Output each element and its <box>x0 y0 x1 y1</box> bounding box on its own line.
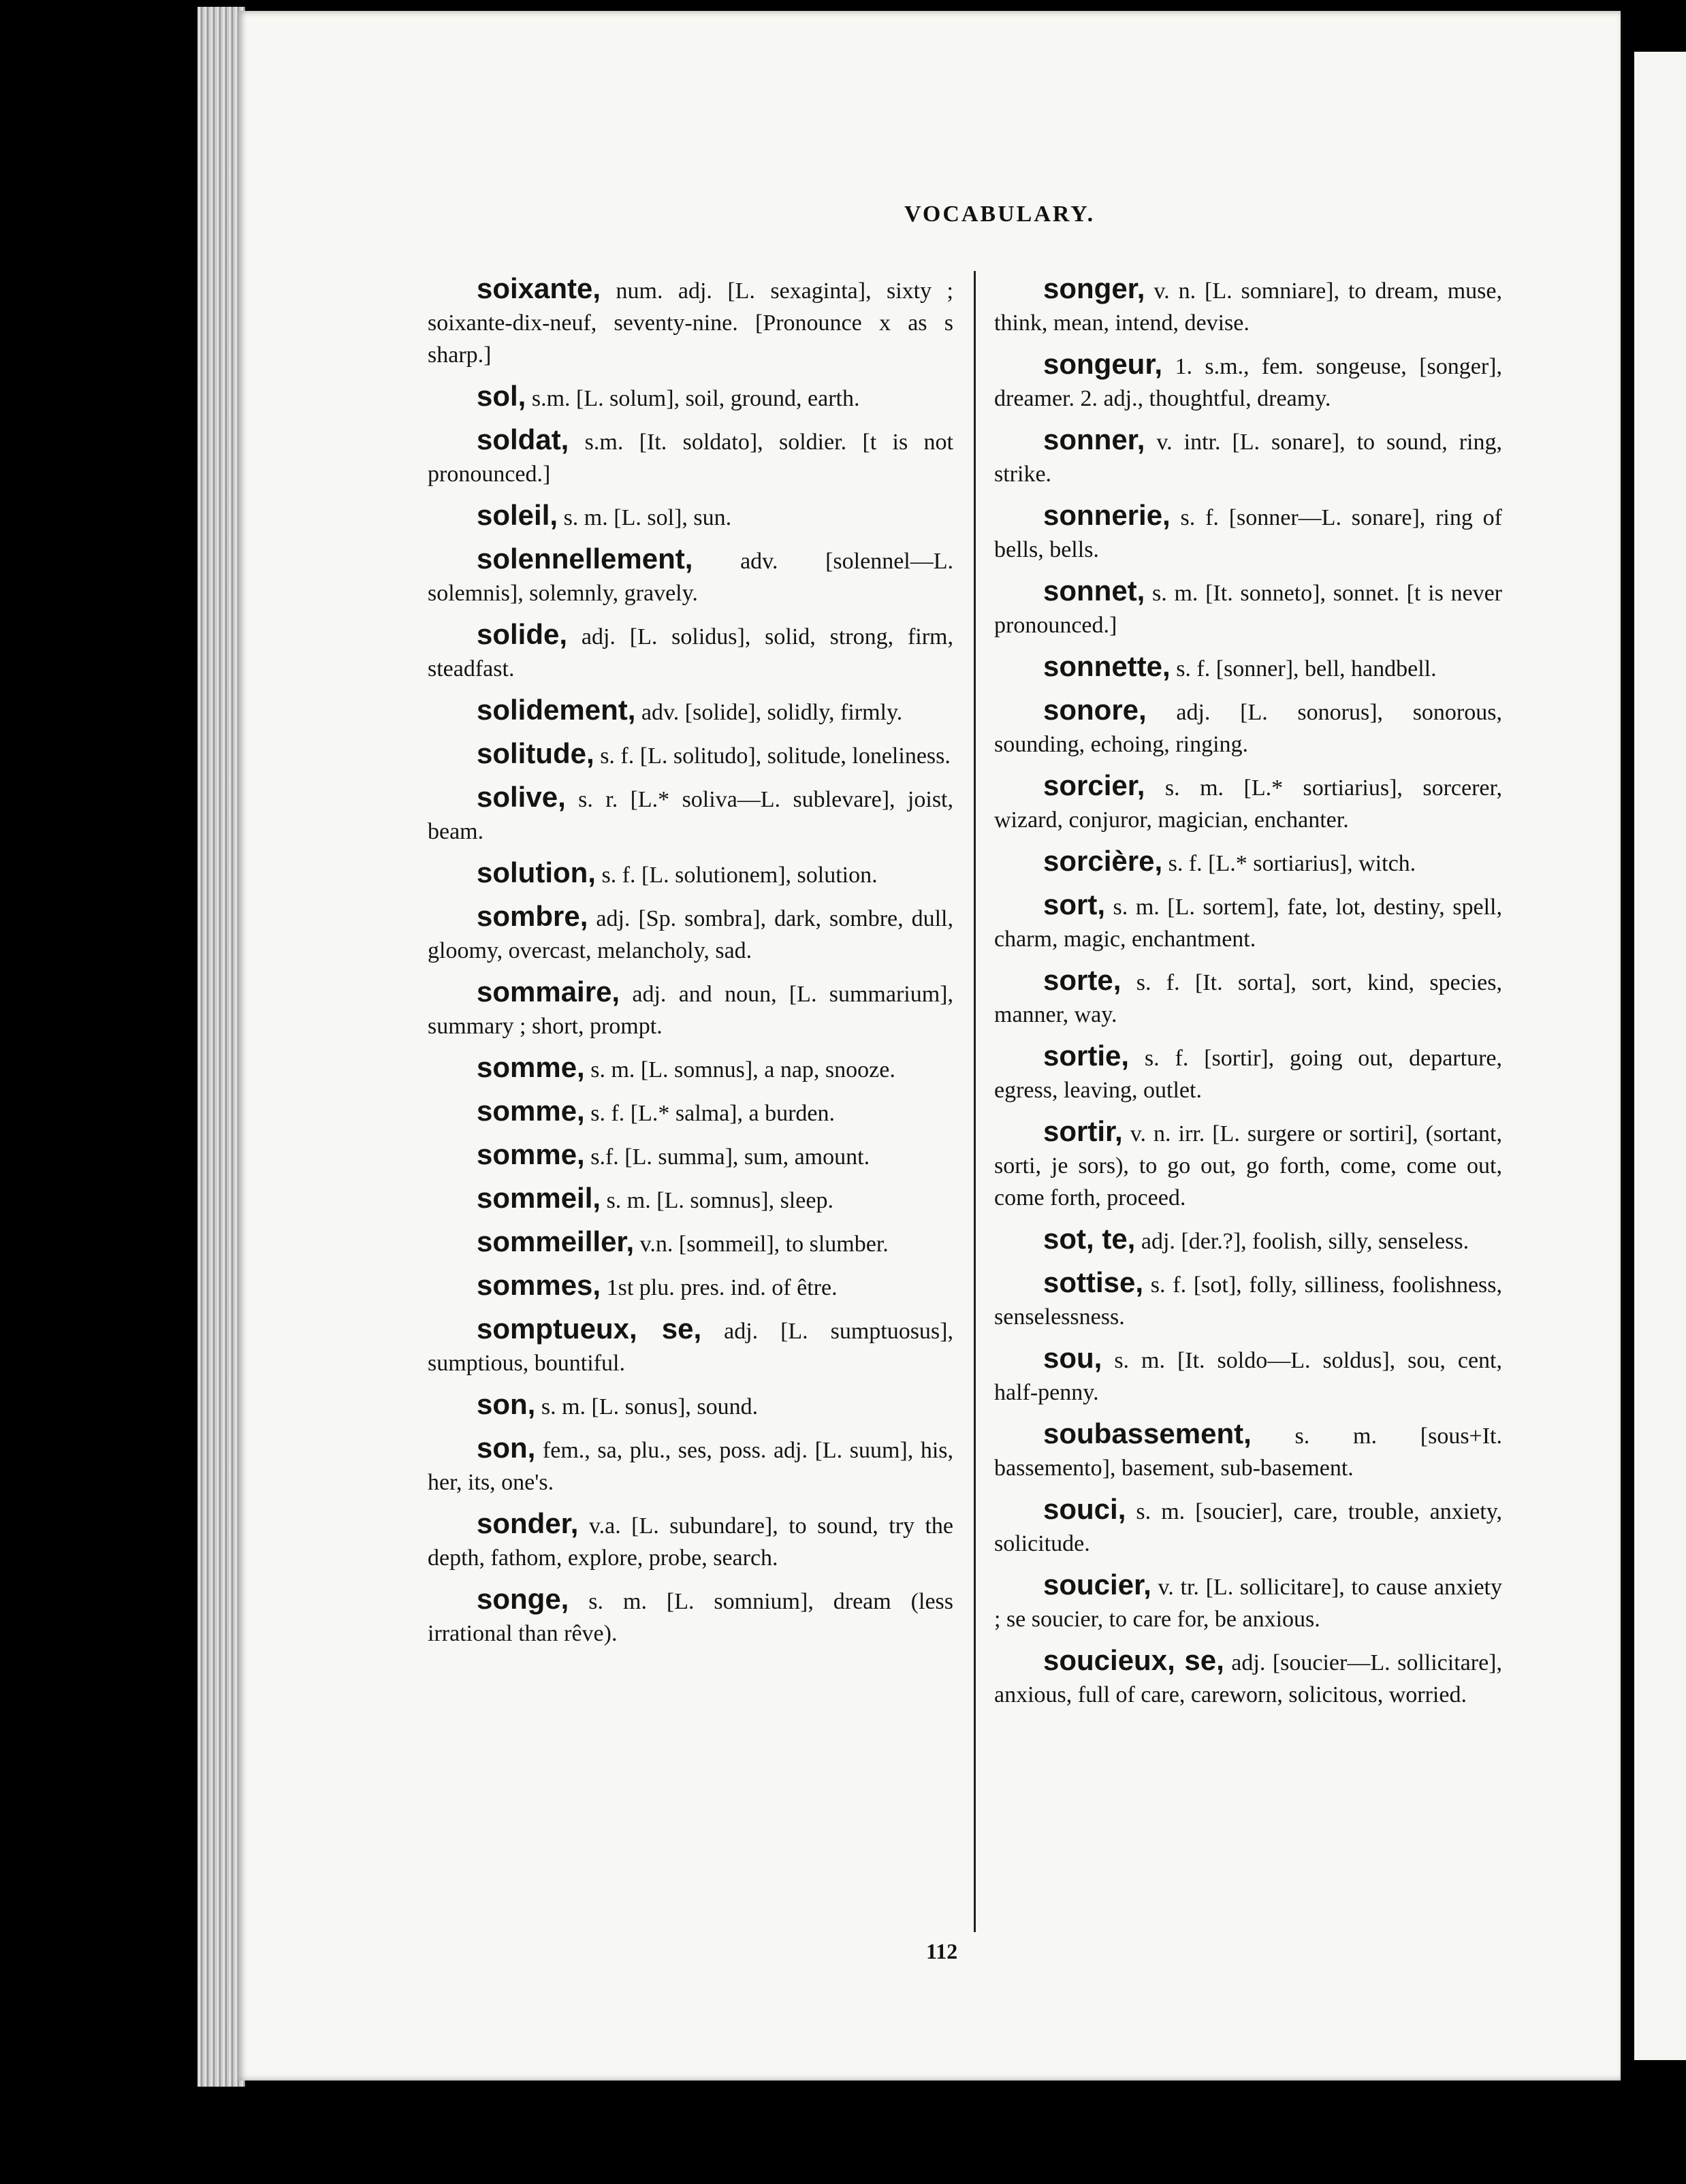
dictionary-entry <box>994 845 1502 880</box>
entry-headword: somme, <box>477 1138 585 1170</box>
entry-definition: s. f. [sonner—L. sonare], ring of bells, bells. <box>994 505 1502 562</box>
dictionary-entry <box>428 1095 953 1129</box>
facing-page-edge <box>1634 52 1686 2060</box>
column-rule <box>974 271 976 1932</box>
page-number: 112 <box>926 1939 958 1963</box>
entry-headword: soucier, <box>1043 1569 1151 1601</box>
entry-headword: sorcier, <box>1043 769 1145 801</box>
entry-headword: somme, <box>477 1095 585 1127</box>
dictionary-entry <box>994 769 1502 836</box>
entry-definition: s. m. [L. somnium], dream (less irrational than rêve). <box>428 1589 953 1646</box>
entry-definition: s. m. [L. somnus], a nap, snooze. <box>584 1057 895 1082</box>
entry-headword: soleil, <box>477 499 558 531</box>
entry-headword: souci, <box>1043 1493 1126 1525</box>
entry-definition: s.m. [It. soldato], soldier. [t is not pronounced.] <box>428 430 953 487</box>
dictionary-entry <box>428 272 953 371</box>
entry-definition: s. f. [sot], folly, silliness, foolishness, senselessness. <box>994 1272 1502 1330</box>
entry-headword: sortie, <box>1043 1040 1130 1072</box>
entry-headword: soucieux, se, <box>1043 1644 1224 1676</box>
entry-definition: adj. [L. sonorus], sonorous, sounding, echoing, ringing. <box>994 700 1502 757</box>
dictionary-entry <box>428 976 953 1042</box>
dictionary-entry <box>428 1313 953 1379</box>
entry-definition: adj. [L. sumptuosus], sumptious, bountiful. <box>428 1319 953 1376</box>
entry-headword: solidement, <box>477 694 636 726</box>
dictionary-entry <box>994 499 1502 566</box>
dictionary-entry <box>428 618 953 685</box>
dictionary-entry <box>428 900 953 967</box>
entry-definition: s. f. [sonner], bell, handbell. <box>1170 656 1437 681</box>
entry-headword: sonner, <box>1043 423 1145 455</box>
dictionary-entry <box>994 1115 1502 1214</box>
entry-definition: s. m. [L.* sortiarius], sorcerer, wizard, conjuror, magician, enchanter. <box>994 775 1502 833</box>
entry-headword: sommeiller, <box>477 1225 635 1257</box>
dictionary-entry <box>994 1040 1502 1106</box>
entry-definition: 1st plu. pres. ind. of être. <box>601 1275 838 1300</box>
entry-definition: s. m. [sous+It. bassemento], basement, sub-basement. <box>994 1424 1502 1481</box>
left-column <box>428 272 953 1658</box>
entry-definition: adv. [solide], solidly, firmly. <box>635 700 903 725</box>
entry-headword: sorcière, <box>1043 845 1163 877</box>
entry-definition: fem., sa, plu., ses, poss. adj. [L. suum], his, her, its, one's. <box>428 1438 953 1495</box>
entry-definition: s. r. [L.* soliva—L. sublevare], joist, beam. <box>428 787 953 844</box>
entry-headword: songeur, <box>1043 348 1163 380</box>
entry-definition: adj. and noun, [L. summarium], summary ; short, prompt. <box>428 982 953 1039</box>
dictionary-entry <box>428 1388 953 1423</box>
dictionary-entry <box>428 543 953 609</box>
entry-headword: somme, <box>477 1051 585 1083</box>
dictionary-entry <box>994 1417 1502 1484</box>
entry-headword: soubassement, <box>1043 1417 1252 1449</box>
entry-headword: sottise, <box>1043 1266 1144 1298</box>
entry-headword: sommaire, <box>477 976 620 1008</box>
entry-definition: s.f. [L. summa], sum, amount. <box>584 1144 870 1170</box>
dictionary-entry <box>428 1051 953 1086</box>
entry-headword: sorte, <box>1043 964 1122 996</box>
entry-definition: adv. [solennel—L. solemnis], solemnly, gravely. <box>428 549 953 606</box>
entry-definition: v.n. [sommeil], to slumber. <box>634 1232 889 1257</box>
entry-definition: s. f. [L.* sortiarius], witch. <box>1162 851 1416 876</box>
entry-definition: v. tr. [L. sollicitare], to cause anxiety ; se soucier, to care for, be anxious. <box>994 1575 1502 1632</box>
entry-headword: solitude, <box>477 737 594 769</box>
dictionary-entry <box>994 694 1502 760</box>
entry-definition: s. f. [L. solitudo], solitude, loneliness. <box>594 743 951 769</box>
entry-definition: s. m. [soucier], care, trouble, anxiety, solicitude. <box>994 1499 1502 1556</box>
dictionary-entry <box>994 1569 1502 1635</box>
dictionary-entry <box>428 1138 953 1173</box>
dictionary-entry <box>994 650 1502 685</box>
entry-headword: sonnerie, <box>1043 499 1171 531</box>
entry-definition: adj. [soucier—L. sollicitare], anxious, full of care, careworn, solicitous, worried. <box>994 1650 1502 1707</box>
entry-headword: son, <box>477 1432 536 1464</box>
entry-definition: s. f. [sortir], going out, departure, egress, leaving, outlet. <box>994 1046 1502 1103</box>
entry-definition: s. m. [L. sortem], fate, lot, destiny, spell, charm, magic, enchantment. <box>994 895 1502 952</box>
dictionary-entry <box>428 694 953 728</box>
dictionary-entry <box>994 1223 1502 1257</box>
dictionary-entry <box>428 1507 953 1574</box>
entry-definition: s. f. [It. sorta], sort, kind, species, manner, way. <box>994 970 1502 1027</box>
entry-definition: adj. [Sp. sombra], dark, sombre, dull, gloomy, overcast, melancholy, sad. <box>428 906 953 963</box>
dictionary-entry <box>994 348 1502 415</box>
entry-definition: v.a. [L. subundare], to sound, try the depth, fathom, explore, probe, search. <box>428 1513 953 1571</box>
entry-definition: v. n. irr. [L. surgere or sortiri], (sortant, sorti, je sors), to go out, go forth, come, come out, come forth, proceed. <box>994 1121 1502 1210</box>
running-head: VOCABULARY. <box>904 202 1096 227</box>
entry-headword: sommeil, <box>477 1182 601 1214</box>
entry-definition: s. m. [It. soldo—L. soldus], sou, cent, half-penny. <box>994 1348 1502 1405</box>
dictionary-entry <box>428 781 953 848</box>
entry-headword: sonore, <box>1043 694 1147 726</box>
entry-headword: solution, <box>477 856 596 888</box>
entry-headword: solive, <box>477 781 566 813</box>
entry-headword: sonnette, <box>1043 650 1171 682</box>
entry-definition: s. f. [L. solutionem], solution. <box>595 863 878 888</box>
entry-definition: v. intr. [L. sonare], to sound, ring, strike. <box>994 430 1502 487</box>
dictionary-entry <box>994 1644 1502 1711</box>
dictionary-entry <box>994 423 1502 490</box>
entry-headword: sortir, <box>1043 1115 1123 1147</box>
entry-definition: v. n. [L. somniare], to dream, muse, think, mean, intend, devise. <box>994 278 1502 336</box>
entry-definition: s. m. [L. sonus], sound. <box>535 1394 759 1419</box>
entry-headword: soldat, <box>477 423 569 455</box>
dictionary-entry <box>994 1342 1502 1409</box>
dictionary-entry <box>428 1225 953 1260</box>
dictionary-entry <box>428 1432 953 1498</box>
entry-headword: sommes, <box>477 1269 601 1301</box>
entry-headword: sot, te, <box>1043 1223 1136 1255</box>
dictionary-entry <box>428 1269 953 1304</box>
dictionary-entry <box>994 575 1502 641</box>
dictionary-entry <box>994 272 1502 339</box>
entry-headword: solennellement, <box>477 543 693 575</box>
entry-headword: songer, <box>1043 272 1145 304</box>
entry-definition: adj. [der.?], foolish, silly, senseless. <box>1135 1229 1469 1254</box>
dictionary-entry <box>428 499 953 534</box>
entry-headword: sol, <box>477 380 526 412</box>
entry-headword: soixante, <box>477 272 601 304</box>
dictionary-entry <box>428 1182 953 1217</box>
entry-headword: sort, <box>1043 888 1106 920</box>
entry-definition: s. m. [It. sonneto], sonnet. [t is never pronounced.] <box>994 581 1502 638</box>
dictionary-entry <box>994 1493 1502 1560</box>
entry-headword: sonnet, <box>1043 575 1145 607</box>
entry-definition: s.m. [L. solum], soil, ground, earth. <box>526 386 860 411</box>
entry-definition: s. m. [L. somnus], sleep. <box>601 1188 833 1213</box>
entry-headword: solide, <box>477 618 568 650</box>
entry-headword: sombre, <box>477 900 588 932</box>
dictionary-entry <box>428 1583 953 1650</box>
entry-headword: sonder, <box>477 1507 579 1539</box>
dictionary-entry <box>994 964 1502 1031</box>
entry-definition: 1. s.m., fem. songeuse, [songer], dreamer. 2. adj., thoughtful, dreamy. <box>994 354 1502 411</box>
dictionary-entry <box>428 380 953 415</box>
entry-definition: num. adj. [L. sexaginta], sixty ; soixante-dix-neuf, seventy-nine. [Pronounce x as s sharp.] <box>428 278 953 368</box>
entry-definition: s. m. [L. sol], sun. <box>558 505 732 530</box>
dictionary-entry <box>994 1266 1502 1333</box>
entry-headword: son, <box>477 1388 536 1420</box>
dictionary-entry <box>994 888 1502 955</box>
entry-headword: somptueux, se, <box>477 1313 702 1345</box>
right-column <box>994 272 1502 1720</box>
entry-definition: s. f. [L.* salma], a burden. <box>584 1101 836 1126</box>
entry-definition: adj. [L. solidus], solid, strong, firm, steadfast. <box>428 624 953 681</box>
dictionary-entry <box>428 423 953 490</box>
entry-headword: sou, <box>1043 1342 1102 1374</box>
dictionary-entry <box>428 737 953 772</box>
dictionary-entry <box>428 856 953 891</box>
entry-headword: songe, <box>477 1583 569 1615</box>
